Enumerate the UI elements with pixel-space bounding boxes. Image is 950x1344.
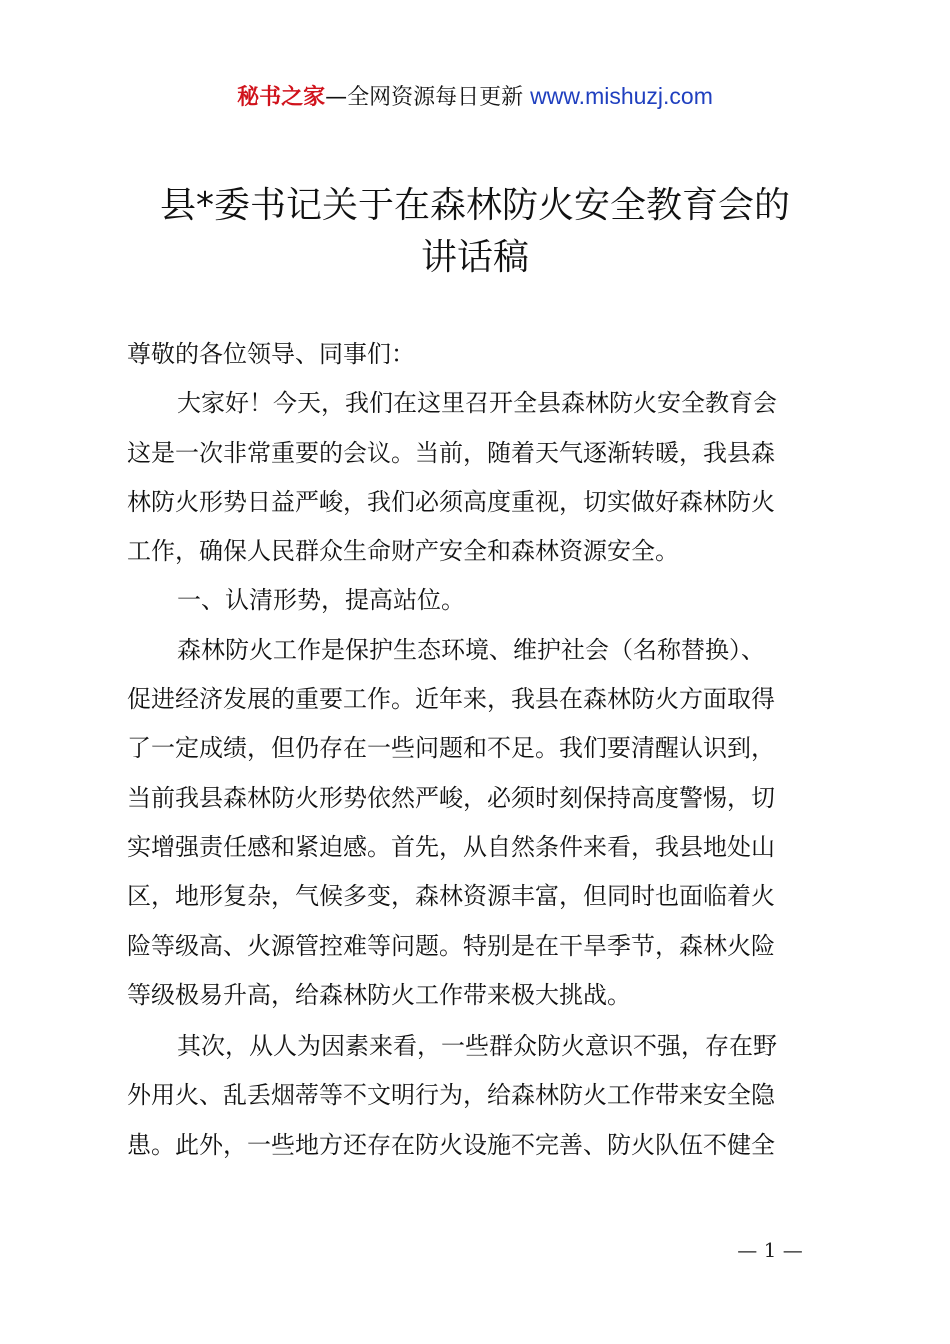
title-line-2: 讲话稿 — [420, 237, 529, 278]
section-heading: 一、认清形势，提高站位。 — [177, 586, 465, 615]
paragraph-line: 森林防火工作是保护生态环境、维护社会（名称替换）、 — [177, 635, 765, 664]
paragraph-line: 等级极易升高，给森林防火工作带来极大挑战。 — [127, 980, 631, 1009]
paragraph-line: 实增强责任感和紧迫感。首先，从自然条件来看，我县地处山 — [127, 832, 775, 861]
paragraph-line: 了一定成绩，但仍存在一些问题和不足。我们要清醒认识到， — [127, 734, 775, 763]
paragraph-line: 患。此外，一些地方还存在防火设施不完善、防火队伍不健全 — [127, 1130, 775, 1159]
site-header — [0, 80, 950, 114]
page-number: — 1 — — [737, 1238, 803, 1262]
paragraph-line: 外用火、乱丢烟蒂等不文明行为，给森林防火工作带来安全隐 — [127, 1081, 775, 1110]
paragraph-line: 当前我县森林防火形势依然严峻，必须时刻保持高度警惕，切 — [127, 783, 775, 812]
paragraph-line: 促进经济发展的重要工作。近年来，我县在森林防火方面取得 — [127, 685, 775, 714]
paragraph-line: 林防火形势日益严峻，我们必须高度重视，切实做好森林防火 — [127, 487, 775, 516]
paragraph-line: 区，地形复杂，气候多变，森林资源丰富，但同时也面临着火 — [127, 882, 775, 911]
paragraph-line: 其次，从人为因素来看，一些群众防火意识不强，存在野 — [177, 1032, 777, 1061]
header-tagline: —全网资源每日更新 — [325, 85, 531, 110]
paragraph-line: 险等级高、火源管控难等问题。特别是在干旱季节，森林火险 — [127, 931, 775, 960]
paragraph-line: 大家好！今天，我们在这里召开全县森林防火安全教育会 — [177, 389, 777, 418]
brand-name: 秘书之家 — [237, 85, 326, 110]
site-url-link[interactable]: www.mishuzj.com — [530, 83, 713, 109]
document-title — [100, 180, 850, 284]
title-line-1: 县*委书记关于在森林防火安全教育会的 — [159, 185, 790, 226]
paragraph-line: 工作，确保人民群众生命财产安全和森林资源安全。 — [127, 537, 679, 566]
document-body — [127, 330, 833, 1170]
paragraph-line: 这是一次非常重要的会议。当前，随着天气逐渐转暖，我县森 — [127, 438, 775, 467]
salutation: 尊敬的各位领导、同事们： — [127, 340, 415, 368]
